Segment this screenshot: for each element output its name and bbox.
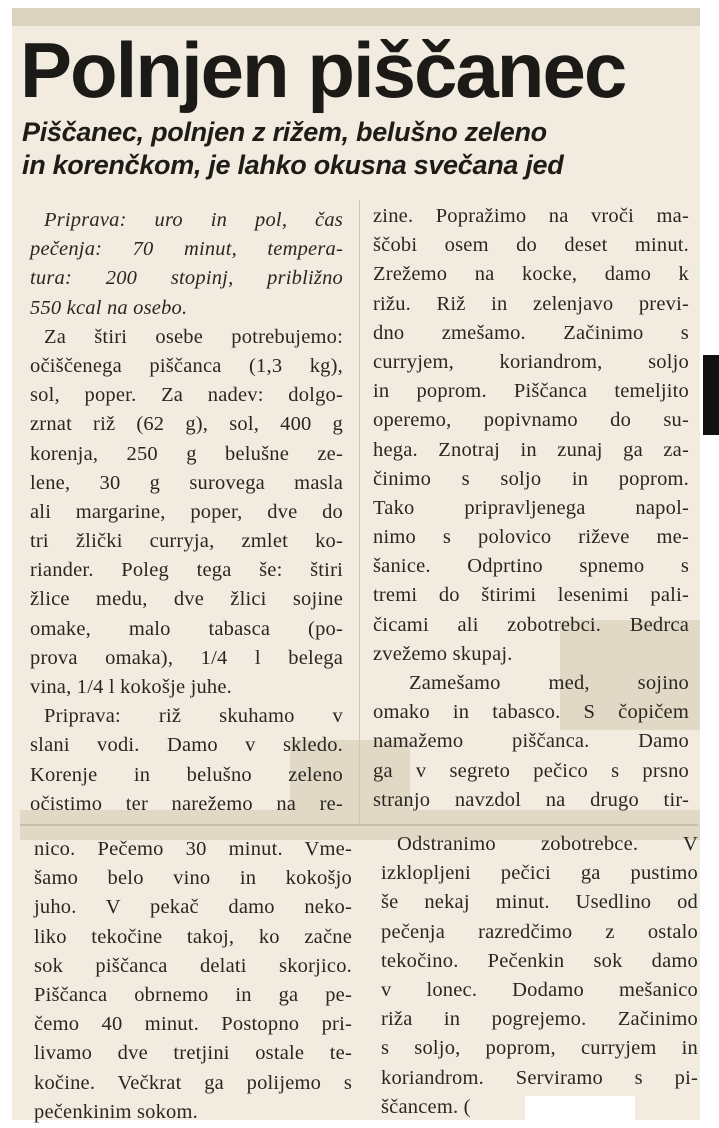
left-column-top: [30, 206, 343, 819]
text-line: čicami ali zobotrebci. Bedrca: [373, 613, 689, 636]
text-line: curryjem, koriandrom, soljo: [373, 350, 689, 373]
text-line: šamo belo vino in kokošjo: [34, 867, 352, 890]
clipping-seam: [20, 824, 698, 826]
text-line: nico. Pečemo 30 minut. Vme-: [34, 838, 352, 860]
left-column-bottom: [34, 835, 352, 1127]
text-line: zvežemo skupaj.: [373, 642, 513, 665]
text-line: ali margarine, poper, dve do: [30, 500, 343, 523]
text-line: livamo dve tretjini ostale te-: [34, 1042, 352, 1065]
text-line: riža in pogrejemo. Začinimo: [381, 1008, 698, 1031]
text-line: pečenkinim sokom.: [34, 1100, 198, 1123]
scan-edge-mark: [703, 355, 719, 435]
right-column-top: [373, 202, 689, 815]
text-line: še nekaj minut. Usedlino od: [381, 891, 698, 914]
text-line: stranjo navzdol na drugo tir-: [373, 788, 689, 811]
text-line: žlice medu, dve žlici sojine: [30, 588, 343, 611]
text-line: činimo s soljo in poprom.: [373, 467, 689, 490]
subtitle-line: Piščanec, polnjen z rižem, belušno zeleno: [22, 117, 547, 147]
text-line: šanice. Odprtino spnemo s: [373, 555, 689, 578]
text-line: slani vodi. Damo v skledo.: [30, 734, 343, 757]
text-line: koriandrom. Serviramo s pi-: [381, 1066, 698, 1089]
right-column-bottom: [381, 830, 698, 1122]
subtitle-line: in korenčkom, je lahko okusna svečana jed: [22, 150, 564, 180]
text-line: riander. Poleg tega še: štiri: [30, 559, 343, 582]
text-line: tremi do štirimi lesenimi pali-: [373, 584, 689, 607]
text-line: ga v segreto pečico s prsno: [373, 759, 689, 782]
text-line: omake, malo tabasca (po-: [30, 617, 343, 640]
text-line: očiščenega piščanca (1,3 kg),: [30, 354, 343, 377]
text-line: sok piščanca delati skorjico.: [34, 954, 352, 977]
text-line: ščobi osem do deset minut.: [373, 234, 689, 257]
text-line: Zamešamo med, sojino: [409, 672, 689, 694]
text-line: v lonec. Dodamo mešanico: [381, 978, 698, 1001]
text-line: operemo, popivnamo do su-: [373, 409, 689, 432]
text-line: Priprava: riž skuhamo v: [44, 705, 343, 728]
text-line: kočine. Večkrat ga polijemo s: [34, 1071, 352, 1094]
text-line: hega. Znotraj in zunaj ga za-: [373, 438, 689, 461]
text-line: namažemo piščanca. Damo: [373, 730, 689, 753]
text-line: pečenja razredčimo z ostalo: [381, 920, 698, 943]
text-line: Tako pripravljenega napol-: [373, 496, 689, 519]
text-line: Zrežemo na kocke, damo k: [373, 263, 689, 286]
text-line: korenja, 250 g belušne ze-: [30, 442, 343, 465]
text-line: čemo 40 minut. Postopno pri-: [34, 1013, 352, 1036]
text-line: pečenja: 70 minut, tempera-: [30, 238, 343, 261]
text-line: tekočino. Pečenkin sok damo: [381, 949, 698, 972]
article-subtitle: [22, 116, 692, 182]
text-line: in poprom. Piščanca temeljito: [373, 380, 689, 403]
text-line: omako in tabasco. S čopičem: [373, 701, 689, 724]
text-line: očistimo ter narežemo na re-: [30, 792, 343, 815]
text-line: sol, poper. Za nadev: dolgo-: [30, 384, 343, 407]
article-title: Polnjen piščanec: [20, 26, 626, 114]
text-line: Odstranimo zobotrebce. V: [397, 833, 698, 855]
text-line: liko tekočine takoj, ko začne: [34, 925, 352, 948]
text-line: nimo s polovico riževe me-: [373, 526, 689, 549]
text-line: 550 kcal na osebo.: [30, 296, 188, 319]
text-line: lene, 30 g surovega masla: [30, 471, 343, 494]
text-line: tri žlički curryja, zmlet ko-: [30, 530, 343, 553]
text-line: juho. V pekač damo neko-: [34, 896, 352, 919]
text-line: tura: 200 stopinj, približno: [30, 267, 343, 290]
text-line: zine. Popražimo na vroči ma-: [373, 205, 689, 227]
torn-corner: [525, 1096, 635, 1128]
column-divider: [359, 200, 360, 825]
text-line: dno zmešamo. Začinimo s: [373, 321, 689, 344]
text-line: Za štiri osebe potrebujemo:: [44, 325, 343, 348]
text-line: vina, 1/4 l kokošje juhe.: [30, 676, 233, 698]
text-line: zrnat riž (62 g), sol, 400 g: [30, 413, 343, 436]
text-line: prova omaka), 1/4 l belega: [30, 646, 343, 669]
text-line: Korenje in belušno zeleno: [30, 763, 343, 786]
text-line: rižu. Riž in zelenjavo previ-: [373, 292, 689, 315]
text-line: Piščanca obrnemo in ga pe-: [34, 983, 352, 1006]
text-line: Priprava: uro in pol, čas: [44, 209, 343, 231]
text-line: s soljo, poprom, curryjem in: [381, 1037, 698, 1060]
text-line: izklopljeni pečici ga pustimo: [381, 862, 698, 885]
text-line: ščancem. (: [381, 1095, 471, 1118]
